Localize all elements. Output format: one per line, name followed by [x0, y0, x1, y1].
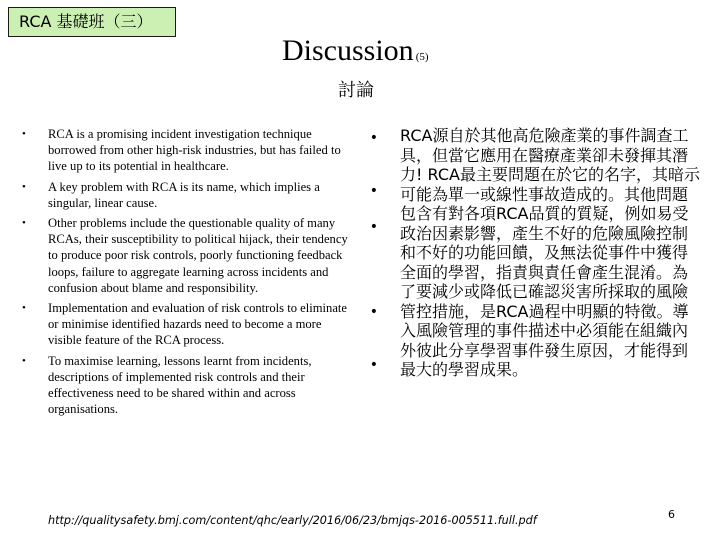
- bullet-marker: •: [22, 354, 26, 367]
- bullet-marker: •: [22, 180, 26, 193]
- bullet-marker: •: [22, 128, 26, 140]
- english-bullet-text: Other problems include the questionable quality of many RCAs, their susceptibility to political hijack, their tendency to produce poor risk controls, poorly functioning feedback loops, failure to aggregate learning across incidents and confusion about blame and responsibility.: [48, 216, 348, 295]
- title-section-number: (5): [415, 51, 429, 63]
- title-text: Discussion: [282, 34, 414, 67]
- english-bullet-item: [22, 126, 378, 175]
- page-subtitle: 討論: [338, 80, 374, 101]
- english-bullet-item: [22, 179, 378, 211]
- chinese-summary-text: RCA源自於其他高危險產業的事件調查工具，但當它應用在醫療產業卻未發揮其潛力! RCA最主要問題在於它的名字，其暗示可能為單一或線性事故造成的。其他問題包含有對各項RCA品質的質疑，例如易受政治因素影響，產生不好的危險風險控制和不好的功能回饋，及無法從事件中獲得全面的學習，指責與責任會產生混淆。為了要減少或降低已確認災害所採取的風險管控措施，是RCA過程中明顯的特徵。導入風險管理的事件描述中必須能在組織內外彼此分享學習事件發生原因，才能得到最大的學習成果。: [400, 126, 700, 379]
- source-url[interactable]: http://qualitysafety.bmj.com/content/qhc/early/2016/06/23/bmjqs-2016-005511.full.pdf: [48, 514, 537, 527]
- chinese-summary: [400, 126, 700, 380]
- bullet-marker: •: [369, 219, 378, 236]
- bullet-marker: •: [22, 217, 26, 230]
- english-bullet-item: [22, 215, 378, 296]
- bullet-marker: •: [369, 130, 378, 146]
- english-bullet-item: [22, 353, 378, 418]
- english-bullet-text: Implementation and evaluation of risk controls to eliminate or minimise identified hazards need to become a more visible feature of the RCA process.: [48, 301, 348, 348]
- bullet-marker: •: [369, 356, 378, 373]
- english-bullet-text: A key problem with RCA is its name, which implies a singular, linear cause.: [48, 179, 320, 210]
- english-bullet-text: To maximise learning, lessons learnt from incidents, descriptions of implemented risk controls and their effectiveness need to be shared within and across organisations.: [48, 353, 312, 417]
- page-number: 6: [668, 508, 675, 521]
- page-title: [282, 34, 429, 68]
- course-badge: RCA 基礎班（三）: [8, 7, 176, 37]
- english-bullet-item: [22, 300, 378, 349]
- bullet-marker: •: [369, 304, 378, 321]
- bullet-marker: •: [369, 182, 378, 199]
- english-bullet-list: [22, 126, 378, 421]
- english-bullet-text: RCA is a promising incident investigation technique borrowed from other high-risk industries, but has failed to live up to its potential in healthcare.: [48, 127, 341, 174]
- bullet-marker: •: [22, 302, 26, 315]
